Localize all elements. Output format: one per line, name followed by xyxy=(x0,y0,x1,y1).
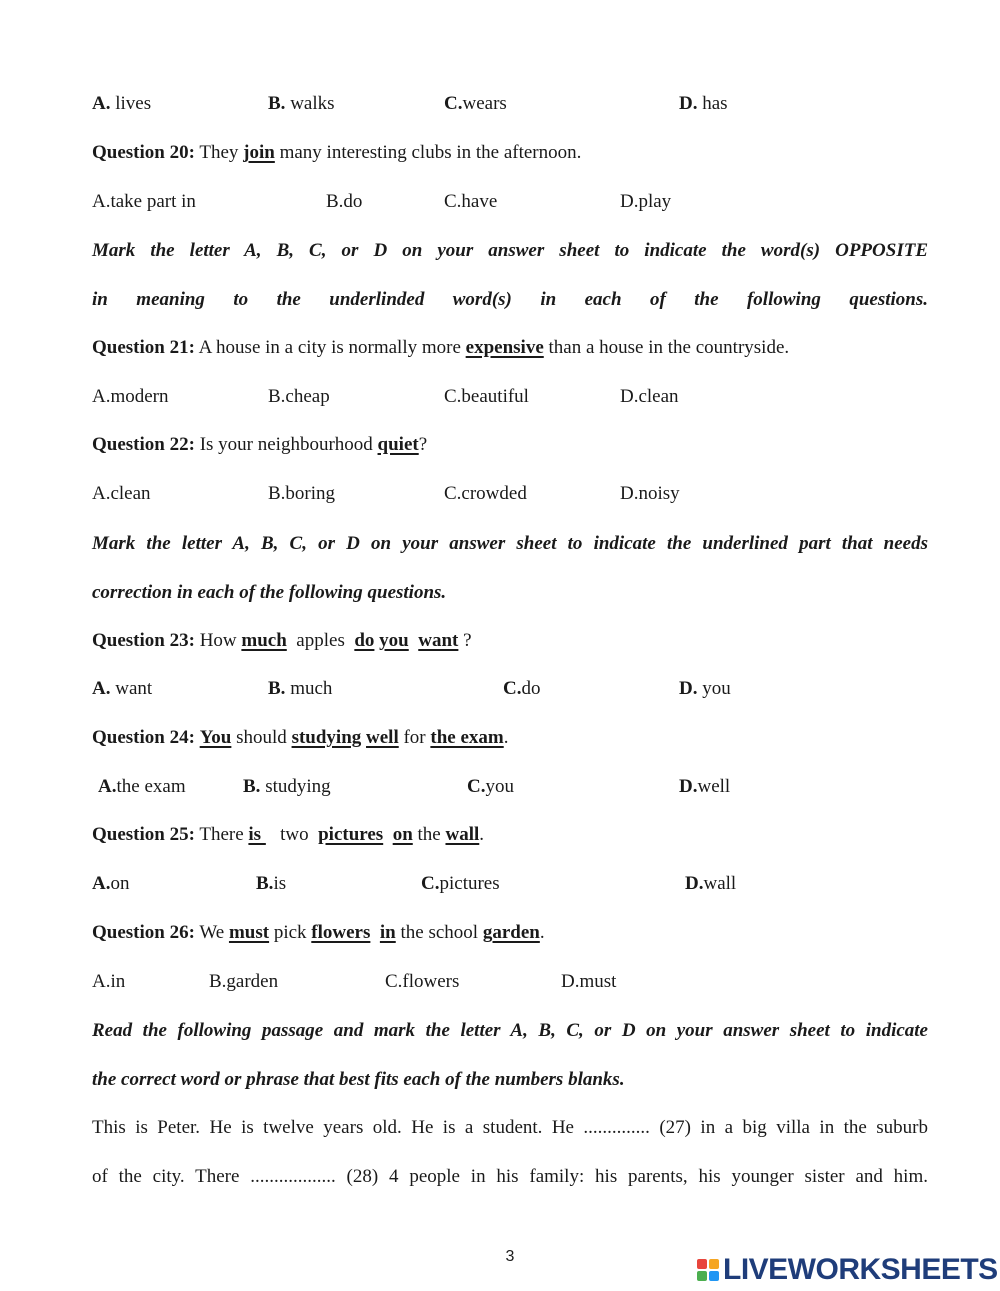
q20-option-c[interactable]: C.have xyxy=(444,191,498,212)
q26-option-c[interactable]: C.flowers xyxy=(385,971,460,992)
q19-option-c[interactable]: C.wears xyxy=(444,93,507,114)
q22-option-d[interactable]: D.noisy xyxy=(620,483,680,504)
question-23: Question 23: How much apples do you want ? xyxy=(92,630,472,651)
q23-option-b[interactable]: B. much xyxy=(268,678,333,699)
page-number: 3 xyxy=(505,1248,515,1265)
q21-option-b[interactable]: B.cheap xyxy=(268,386,330,407)
logo-blocks-icon xyxy=(697,1259,719,1281)
q25-option-d[interactable]: D.wall xyxy=(685,873,737,894)
liveworksheets-logo xyxy=(697,1254,998,1286)
q21-option-c[interactable]: C.beautiful xyxy=(444,386,529,407)
instruction-opposite-line-2: in meaning to the underlinded word(s) in each of the following questions. xyxy=(92,289,928,310)
q24-option-c[interactable]: C.you xyxy=(467,776,514,797)
q19-option-a[interactable]: A. lives xyxy=(92,93,152,114)
logo-text: LIVEWORKSHEETS xyxy=(723,1253,998,1286)
q23-option-a[interactable]: A. want xyxy=(92,678,153,699)
question-20: Question 20: They join many interesting clubs in the afternoon. xyxy=(92,142,582,163)
q19-option-d[interactable]: D. has xyxy=(679,93,728,114)
q24-option-a[interactable]: A.the exam xyxy=(98,776,186,797)
q21-option-d[interactable]: D.clean xyxy=(620,386,679,407)
q23-option-d[interactable]: D. you xyxy=(679,678,731,699)
q22-option-b[interactable]: B.boring xyxy=(268,483,336,504)
question-21: Question 21: A house in a city is normally more expensive than a house in the countryside. xyxy=(92,337,790,358)
instruction-correction-line-2: correction in each of the following questions. xyxy=(92,582,447,603)
q23-option-c[interactable]: C.do xyxy=(503,678,541,699)
q25-option-a[interactable]: A.on xyxy=(92,873,130,894)
q26-option-b[interactable]: B.garden xyxy=(209,971,279,992)
q24-option-d[interactable]: D.well xyxy=(679,776,731,797)
question-26: Question 26: We must pick flowers in the school garden. xyxy=(92,922,545,943)
q26-option-d[interactable]: D.must xyxy=(561,971,617,992)
q21-option-a[interactable]: A.modern xyxy=(92,386,169,407)
instruction-correction-line-1: Mark the letter A, B, C, or D on your answer sheet to indicate the underlined part that needs xyxy=(92,533,928,554)
passage-line-2: of the city. There .................. (28) 4 people in his family: his parents, his younger sister and him. xyxy=(92,1166,928,1187)
q22-option-a[interactable]: A.clean xyxy=(92,483,151,504)
q26-option-a[interactable]: A.in xyxy=(92,971,126,992)
q20-option-d[interactable]: D.play xyxy=(620,191,672,212)
q22-option-c[interactable]: C.crowded xyxy=(444,483,527,504)
q25-option-c[interactable]: C.pictures xyxy=(421,873,500,894)
instruction-passage-line-1: Read the following passage and mark the letter A, B, C, or D on your answer sheet to indicate xyxy=(92,1020,928,1041)
q25-option-b[interactable]: B.is xyxy=(256,873,287,894)
question-25: Question 25: There is two pictures on the wall. xyxy=(92,824,485,845)
passage-line-1: This is Peter. He is twelve years old. He is a student. He .............. (27) in a big villa in the suburb xyxy=(92,1117,928,1138)
question-22: Question 22: Is your neighbourhood quiet? xyxy=(92,434,428,455)
q20-option-b[interactable]: B.do xyxy=(326,191,363,212)
q24-option-b[interactable]: B. studying xyxy=(243,776,331,797)
instruction-opposite-line-1: Mark the letter A, B, C, or D on your answer sheet to indicate the word(s) OPPOSITE xyxy=(92,240,928,261)
q20-option-a[interactable]: A.take part in xyxy=(92,191,196,212)
question-24: Question 24: You should studying well for the exam. xyxy=(92,727,509,748)
q19-option-b[interactable]: B. walks xyxy=(268,93,335,114)
instruction-passage-line-2: the correct word or phrase that best fits each of the numbers blanks. xyxy=(92,1069,625,1090)
